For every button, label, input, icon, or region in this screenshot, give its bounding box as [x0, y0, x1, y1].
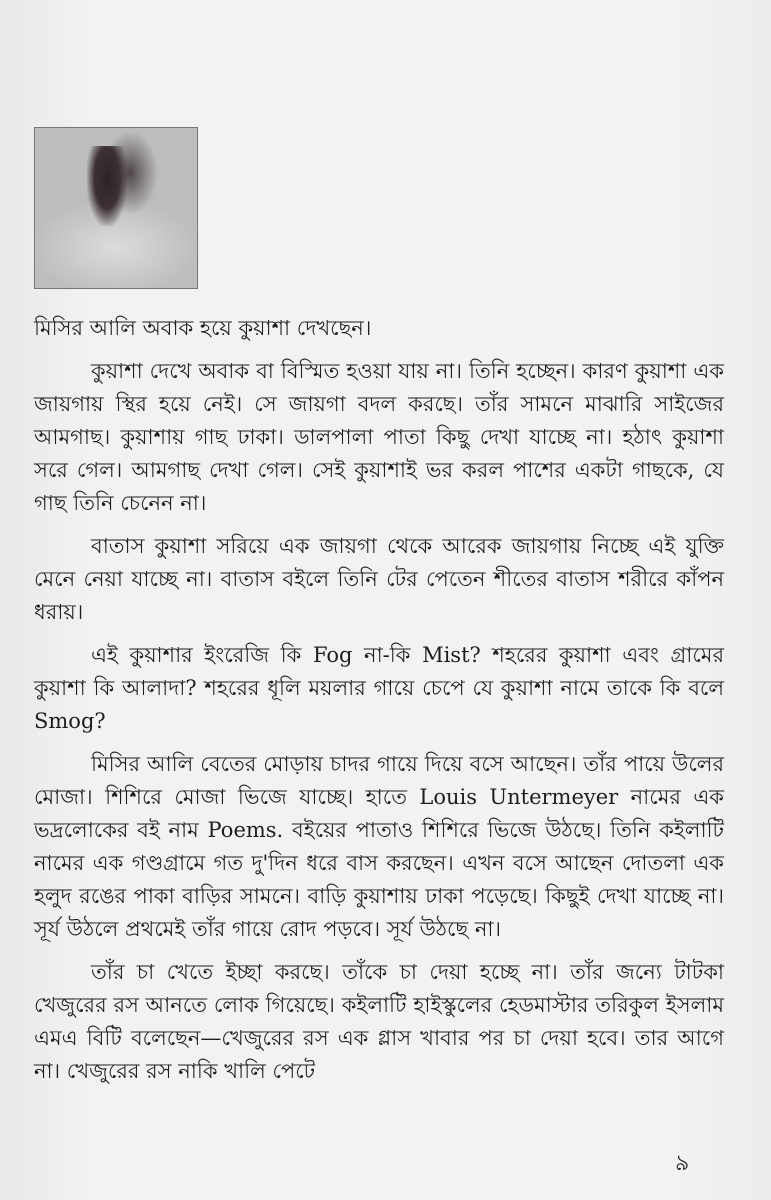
paragraph: মিসির আলি অবাক হয়ে কুয়াশা দেখছেন। — [34, 316, 372, 340]
paragraph: কুয়াশা দেখে অবাক বা বিস্মিত হওয়া যায় না। তিনি হচ্ছেন। কারণ কুয়াশা এক জায়গায় স্থির হয়ে নেই। সে জায়গা বদল করছে। তাঁর সামনে মাঝারি সাইজের আমগাছ। কুয়াশায় গাছ ঢাকা। ডালপালা পাতা কিছু দেখা যাচ্ছে না। হঠাৎ কুয়াশা সরে গেল। আমগাছ দেখা গেল। সেই কুয়াশাই ভর করল পাশের একটা গাছকে, যে গাছ তিনি চেনেন না। — [34, 359, 724, 515]
paragraph: বাতাস কুয়াশা সরিয়ে এক জায়গা থেকে আরেক জায়গায় নিচ্ছে এই যুক্তি মেনে নেয়া যাচ্ছে না। বাতাস বইলে তিনি টের পেতেন শীতের বাতাস শরীরে কাঁপন ধরায়। — [34, 534, 724, 624]
paragraph: এই কুয়াশার ইংরেজি কি Fog না-কি Mist? শহরের কুয়াশা এবং গ্রামের কুয়াশা কি আলাদা? শহরের ধূলি ময়লার গায়ে চেপে যে কুয়াশা নামে তাকে কি বলে Smog? — [34, 643, 724, 733]
paragraph: তাঁর চা খেতে ইচ্ছা করছে। তাঁকে চা দেয়া হচ্ছে না। তাঁর জন্যে টাটকা খেজুরের রস আনতে লোক গিয়েছে। কইলাটি হাইস্কুলের হেডমাস্টার তরিকুল ইসলাম এমএ বিটি বলেছেন—খেজুরের রস এক গ্লাস খাবার পর চা দেয়া হবে। তার আগে না। খেজুরের রস নাকি খালি পেটে — [34, 960, 724, 1083]
page-number: ৯ — [675, 1151, 690, 1176]
fog-tea-photo-icon — [87, 146, 127, 226]
chapter-illustration — [34, 127, 198, 289]
body-text — [34, 312, 724, 1088]
paragraph: মিসির আলি বেতের মোড়ায় চাদর গায়ে দিয়ে বসে আছেন। তাঁর পায়ে উলের মোজা। শিশিরে মোজা ভিজে যাচ্ছে। হাতে Louis Untermeyer নামের এক ভদ্রলোকের বই নাম Poems. বইয়ের পাতাও শিশিরে ভিজে উঠছে। তিনি কইলাটি নামের এক গণ্ডগ্রামে গত দু'দিন ধরে বাস করছেন। এখন বসে আছেন দোতলা এক হলুদ রঙের পাকা বাড়ির সামনে। বাড়ি কুয়াশায় ঢাকা পড়েছে। কিছুই দেখা যাচ্ছে না। সূর্য উঠলে প্রথমেই তাঁর গায়ে রোদ পড়বে। সূর্য উঠছে না। — [34, 752, 724, 941]
